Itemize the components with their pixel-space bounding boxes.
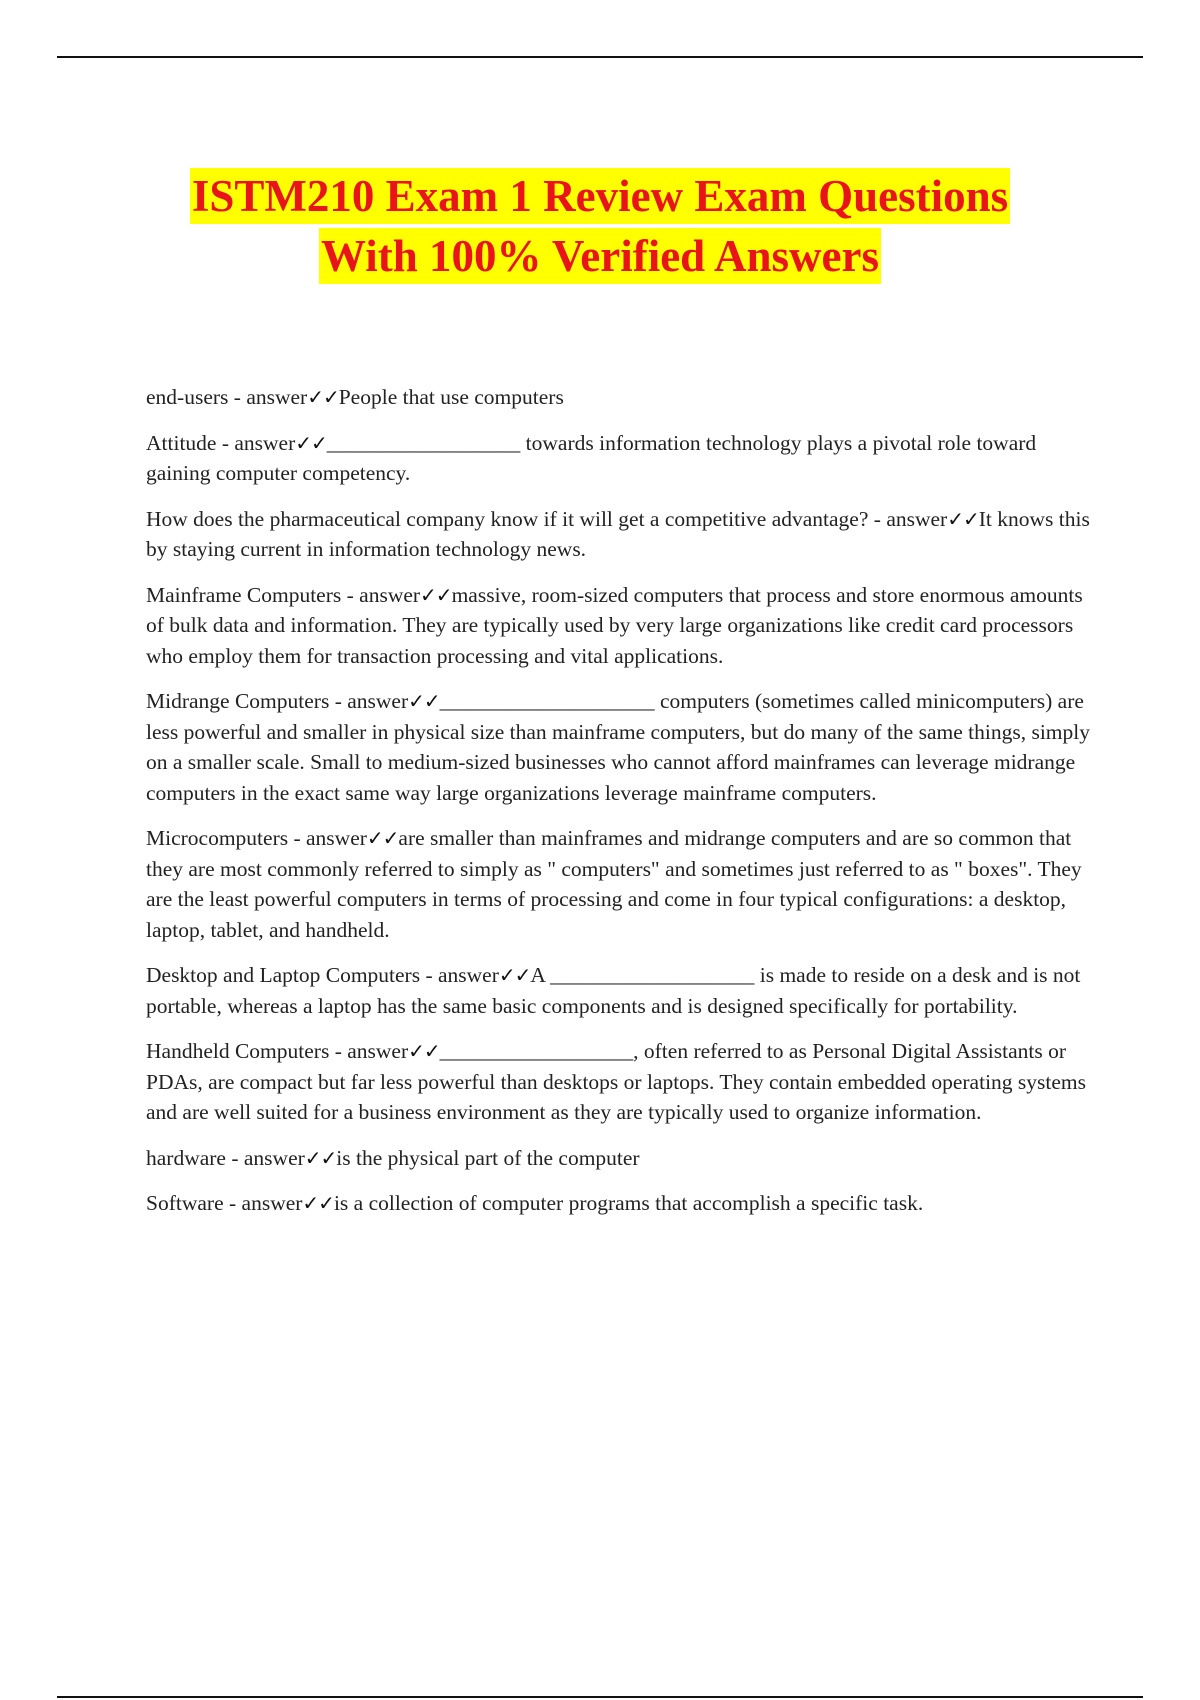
qa-answer: are smaller than mainframes and midrange computers and are so common that they are most commonly referred to simply as " computers" and sometimes just referred to as " boxes". They are the least powerful computers in terms of processing and come in four typical configurations: a desktop, laptop, tablet, and handheld.	[146, 826, 1082, 942]
answer-marker: answer	[241, 1191, 303, 1215]
answer-marker: answer	[246, 385, 308, 409]
answer-marker: answer	[243, 1145, 305, 1170]
qa-item-mainframe	[146, 580, 1091, 672]
answer-marker: answer	[347, 1039, 409, 1063]
qa-term: Handheld Computers -	[146, 1039, 348, 1063]
answer-marker: answer	[438, 963, 499, 987]
title-line-2: With 100% Verified Answers	[319, 228, 881, 284]
document-title	[0, 168, 1200, 288]
qa-item-desktop-laptop	[146, 960, 1091, 1021]
bottom-rule	[57, 1696, 1143, 1698]
qa-term: Midrange Computers -	[146, 689, 348, 713]
qa-item-pharmaceutical	[146, 504, 1091, 565]
qa-item-handheld	[146, 1036, 1091, 1128]
qa-term: hardware -	[146, 1145, 244, 1170]
qa-answer: massive, room-sized computers that process and store enormous amounts of bulk data and information. They are typically used by very large organizations like credit card processors who employ them for transaction processing and vital applications.	[146, 582, 1083, 668]
qa-item-microcomputers	[146, 823, 1091, 945]
check-icon: ✓✓	[420, 582, 452, 607]
qa-list	[146, 382, 1091, 1234]
answer-marker: answer	[347, 689, 409, 713]
qa-term: Microcomputers -	[146, 826, 307, 850]
qa-term: Attitude -	[146, 430, 235, 455]
check-icon: ✓✓	[304, 1145, 337, 1170]
qa-answer: is the physical part of the computer	[336, 1145, 640, 1170]
check-icon: ✓✓	[408, 1039, 440, 1063]
qa-item-midrange	[146, 686, 1091, 808]
answer-marker: answer	[306, 826, 367, 850]
check-icon: ✓✓	[947, 506, 979, 531]
qa-answer: ____________________ computers (sometimes called minicomputers) are less powerful and smaller in physical size than mainframe computers, but do many of the same things, simply on a smaller scale. Small to medium-sized businesses who cannot afford mainframes can leverage midrange computers in the exact same way large organizations leverage mainframe computers.	[146, 689, 1090, 805]
qa-term: Mainframe Computers -	[146, 582, 360, 607]
qa-answer: __________________, often referred to as Personal Digital Assistants or PDAs, are compact but far less powerful than desktops or laptops. They contain embedded operating systems and are well suited for a business environment as they are typically used to organize information.	[146, 1039, 1087, 1124]
qa-answer: __________________ towards information technology plays a pivotal role toward gaining computer competency.	[146, 430, 1037, 485]
top-rule	[57, 56, 1143, 58]
answer-marker: answer	[234, 430, 296, 455]
qa-item-hardware	[146, 1143, 1091, 1174]
qa-item-software	[146, 1188, 1091, 1219]
qa-term: Software -	[146, 1191, 242, 1215]
title-line-1: ISTM210 Exam 1 Review Exam Questions	[190, 168, 1010, 224]
qa-answer: is a collection of computer programs that accomplish a specific task.	[333, 1191, 924, 1215]
answer-marker: answer	[359, 582, 421, 607]
check-icon: ✓✓	[307, 385, 339, 409]
check-icon: ✓✓	[498, 963, 531, 987]
qa-term: Desktop and Laptop Computers -	[146, 963, 438, 987]
check-icon: ✓✓	[295, 430, 327, 455]
qa-item-attitude	[146, 428, 1091, 489]
check-icon: ✓✓	[408, 689, 440, 713]
check-icon: ✓✓	[366, 826, 399, 850]
qa-answer: A ___________________ is made to reside on a desk and is not portable, whereas a laptop has the same basic components and is designed specifically for portability.	[146, 963, 1081, 1018]
qa-answer: People that use computers	[338, 385, 564, 409]
answer-marker: answer	[886, 506, 948, 531]
qa-term: How does the pharmaceutical company know if it will get a competitive advantage? -	[146, 506, 887, 531]
qa-answer: It knows this by staying current in information technology news.	[146, 506, 1090, 561]
qa-term: end-users -	[146, 385, 247, 409]
qa-item-end-users	[146, 382, 1091, 413]
check-icon: ✓✓	[302, 1191, 334, 1215]
